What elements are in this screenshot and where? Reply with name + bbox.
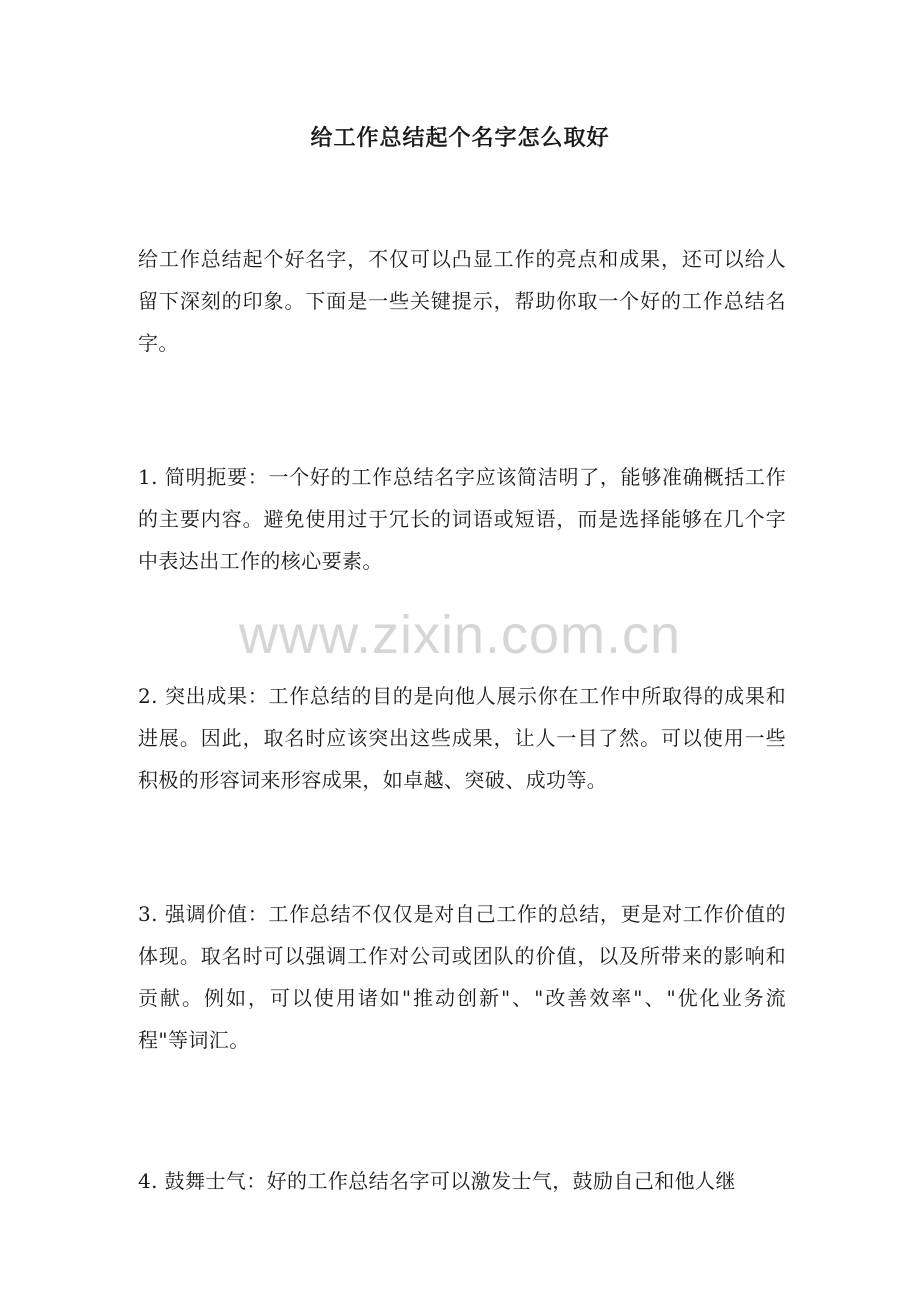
tip-paragraph-4: 4. 鼓舞士气：好的工作总结名字可以激发士气，鼓励自己和他人继	[138, 1169, 736, 1193]
tip-paragraph-3: 3. 强调价值：工作总结不仅仅是对自己工作的总结，更是对工作价值的体现。取名时可以强调工作对公司或团队的价值，以及所带来的影响和贡献。例如，可以使用诸如"推动创新"、"改善效率"、"优化业务流程"等词汇。	[138, 902, 786, 1052]
tip-paragraph-1: 1. 简明扼要：一个好的工作总结名字应该简洁明了，能够准确概括工作的主要内容。避免使用过于冗长的词语或短语，而是选择能够在几个字中表达出工作的核心要素。	[138, 465, 786, 573]
intro-paragraph: 给工作总结起个好名字，不仅可以凸显工作的亮点和成果，还可以给人留下深刻的印象。下面是一些关键提示，帮助你取一个好的工作总结名字。	[138, 247, 786, 355]
watermark-text: www.zixin.com.cn	[238, 605, 682, 665]
tip-paragraph-2: 2. 突出成果：工作总结的目的是向他人展示你在工作中所取得的成果和进展。因此，取名时应该突出这些成果，让人一目了然。可以使用一些积极的形容词来形容成果，如卓越、突破、成功等。	[138, 684, 786, 792]
document-title: 给工作总结起个名字怎么取好	[310, 125, 610, 151]
